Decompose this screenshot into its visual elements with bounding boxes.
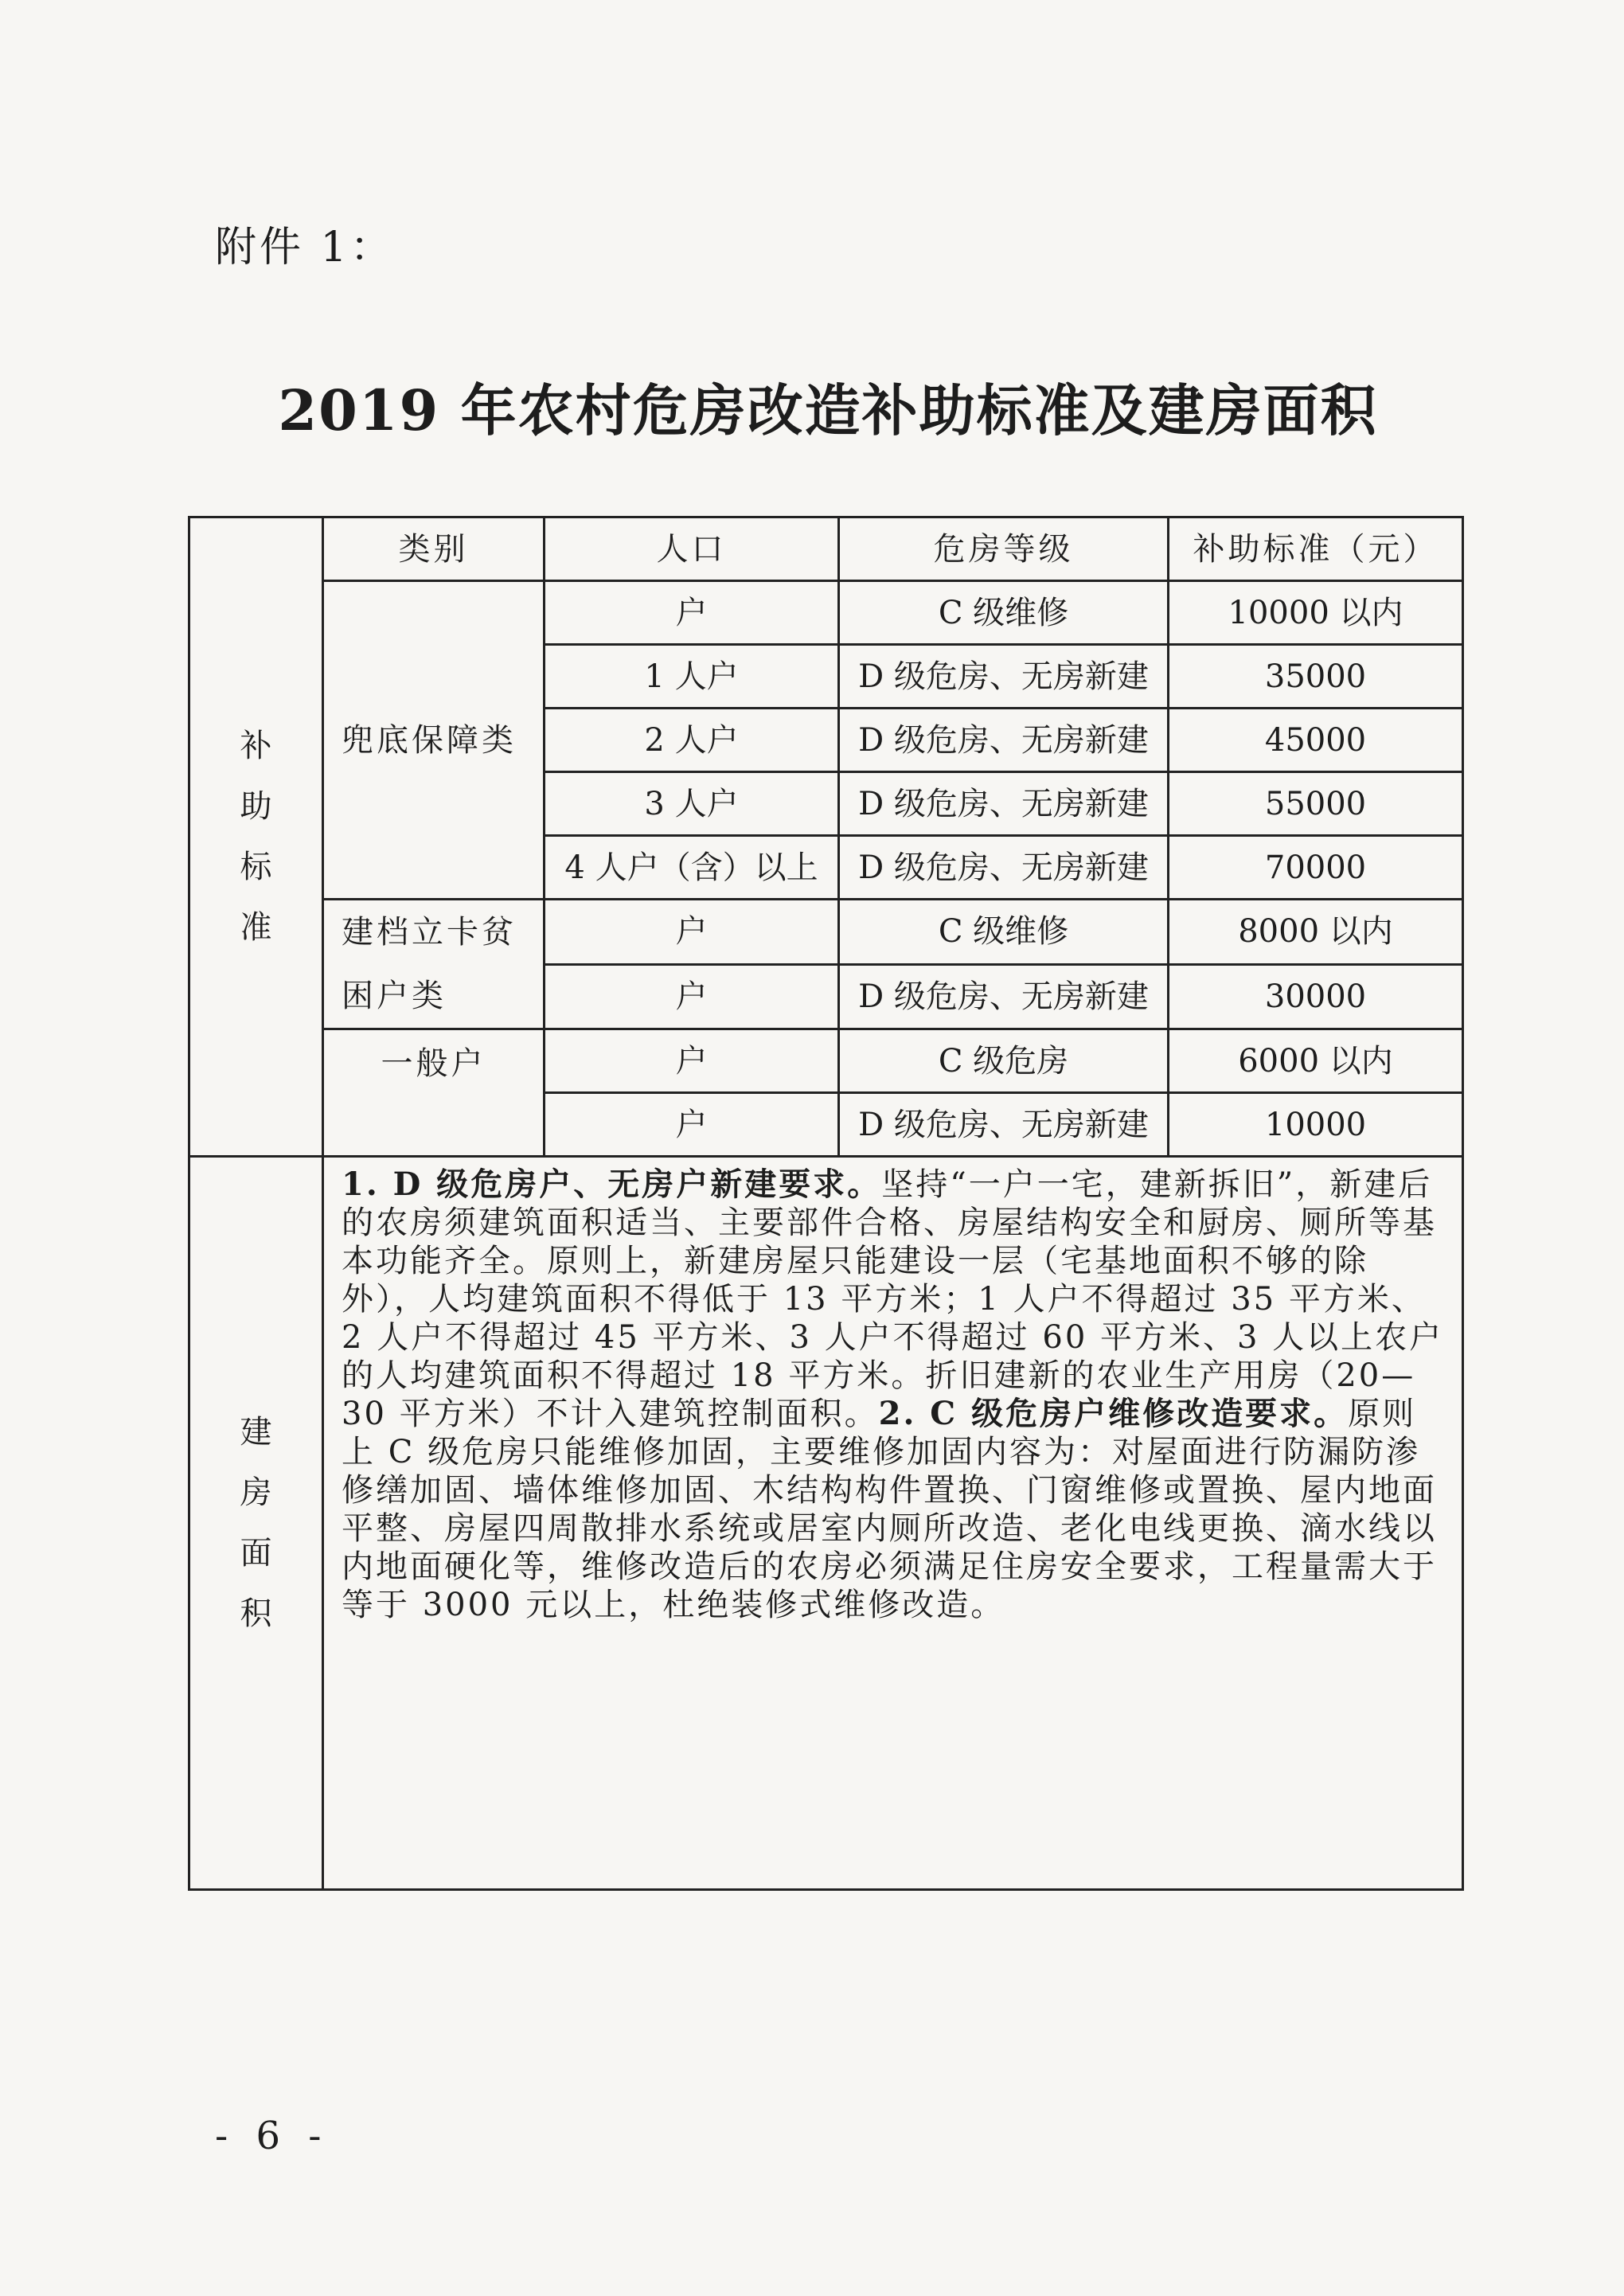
cell-amount: 55000 — [1169, 772, 1463, 836]
table-row — [189, 581, 1463, 645]
table-row — [189, 900, 1463, 965]
requirement-heading-2: 2. C 级危房户维修改造要求。 — [878, 1395, 1349, 1432]
subsidy-table — [188, 516, 1464, 1891]
requirement-text-1: 坚持“一户一宅，建新拆旧”，新建后的农房须建筑面积适当、主要部件合格、房屋结构安全和厨房、厕所等基本功能齐全。原则上，新建房屋只能建设一层（宅基地面积不够的除外），人均建筑面积不得低于 13 平方米；1 人户不得超过 35 平方米、2 人户不得超过 45 平方米、3 人户不得超过 60 平方米、3 人以上农户的人均建筑面积不得超过 18 平方米。折旧建新的农业生产用房（20—30 平方米）不计入建筑控制面积。 — [342, 1166, 1444, 1432]
cell-grade: C 级危房 — [839, 1029, 1169, 1093]
cell-amount: 10000 以内 — [1169, 581, 1463, 645]
table-header-row — [189, 517, 1463, 581]
cell-grade: D 级危房、无房新建 — [839, 1093, 1169, 1157]
cell-population: 4 人户（含）以上 — [545, 836, 839, 900]
cell-grade: C 级维修 — [839, 900, 1169, 965]
table-row — [189, 1029, 1463, 1093]
header-category: 类别 — [323, 517, 545, 581]
section-label-subsidy: 补 助 标 准 — [189, 517, 323, 1157]
cell-amount: 70000 — [1169, 836, 1463, 900]
cell-grade: D 级危房、无房新建 — [839, 709, 1169, 772]
cell-grade: D 级危房、无房新建 — [839, 836, 1169, 900]
cell-grade: D 级危房、无房新建 — [839, 772, 1169, 836]
cell-amount: 10000 — [1169, 1093, 1463, 1157]
group-name: 一般户 — [323, 1029, 545, 1157]
requirement-text-2: 原则上 C 级危房只能维修加固，主要维修加固内容为：对屋面进行防漏防渗修缮加固、墙体维修加固、木结构构件置换、门窗维修或置换、屋内地面平整、房屋四周散排水系统或居室内厕所改造、老化电线更换、滴水线以内地面硬化等，维修改造后的农房必须满足住房安全要求，工程量需大于等于 3000 元以上，杜绝装修式维修改造。 — [342, 1396, 1437, 1623]
header-population: 人口 — [545, 517, 839, 581]
group-name: 兜底保障类 — [323, 581, 545, 900]
cell-population: 1 人户 — [545, 645, 839, 709]
cell-population: 户 — [545, 900, 839, 965]
cell-amount: 35000 — [1169, 645, 1463, 709]
cell-population: 户 — [545, 581, 839, 645]
cell-amount: 6000 以内 — [1169, 1029, 1463, 1093]
requirement-heading-1: 1. D 级危房户、无房户新建要求。 — [342, 1166, 882, 1203]
cell-amount: 8000 以内 — [1169, 900, 1463, 965]
area-row — [189, 1157, 1463, 1890]
cell-population: 户 — [545, 964, 839, 1029]
cell-population: 户 — [545, 1093, 839, 1157]
area-requirements-text — [323, 1157, 1463, 1890]
section-label-area: 建 房 面 积 — [189, 1157, 323, 1890]
page-number: - 6 - — [215, 2114, 330, 2158]
cell-grade: D 级危房、无房新建 — [839, 964, 1169, 1029]
cell-population: 户 — [545, 1029, 839, 1093]
cell-population: 3 人户 — [545, 772, 839, 836]
annex-label: 附件 1： — [215, 224, 395, 271]
header-standard: 补助标准（元） — [1169, 517, 1463, 581]
cell-amount: 45000 — [1169, 709, 1463, 772]
document-title: 2019 年农村危房改造补助标准及建房面积 — [278, 377, 1378, 443]
cell-population: 2 人户 — [545, 709, 839, 772]
group-name: 建档立卡贫困户类 — [323, 900, 545, 1029]
cell-grade: C 级维修 — [839, 581, 1169, 645]
header-grade: 危房等级 — [839, 517, 1169, 581]
cell-amount: 30000 — [1169, 964, 1463, 1029]
cell-grade: D 级危房、无房新建 — [839, 645, 1169, 709]
